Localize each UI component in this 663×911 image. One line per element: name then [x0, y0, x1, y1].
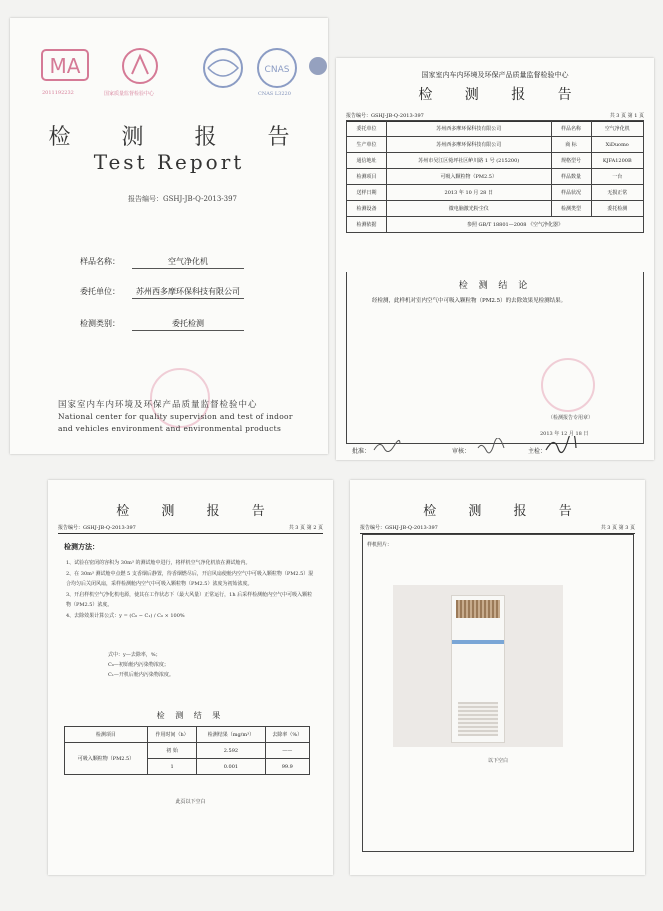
table-cell: 99.9	[265, 759, 309, 775]
sample-info-table	[346, 120, 644, 233]
table-cell: KJFA1200B	[591, 153, 643, 169]
cover-page	[10, 18, 328, 454]
table-cell: 苏州西多摩环保科技有限公司	[387, 121, 552, 137]
check-signature-icon	[544, 436, 578, 454]
table-cell: 委托单位	[347, 121, 387, 137]
cover-org-en: National center for quality supervision and test of indoor and vehicles environment and environmental products	[58, 412, 293, 433]
table-header-row	[65, 727, 310, 743]
table-cell: 可吸入颗粒物（PM2.5）	[387, 169, 552, 185]
table-cell: 商 标	[551, 137, 591, 153]
photo-label: 样机照片：	[367, 542, 393, 548]
table-row	[65, 743, 310, 759]
table-cell: 无损正常	[591, 185, 643, 201]
review-signature-icon	[476, 438, 506, 454]
check-label: 主检：	[528, 448, 547, 455]
method-item: 4、去除效果计算公式：y = (C₀ − C₁) / C₀ × 100%	[66, 613, 185, 619]
table-cell: 1	[147, 759, 196, 775]
table-cell: 空气净化机	[591, 121, 643, 137]
header-org: 国家室内车内环境及环保产品质量监督检验中心	[421, 71, 569, 79]
table-row	[347, 185, 644, 201]
field-label: 样品名称：	[80, 257, 120, 266]
certification-logos	[40, 46, 312, 98]
page-meta	[360, 524, 635, 534]
sample-photo	[393, 585, 563, 747]
table-cell: 一台	[591, 169, 643, 185]
red-stamp-icon	[541, 358, 595, 412]
method-item: 3、开启样机空气净化机电源，使其在工作状态下（最大风量）正常运行，1h 后采样检测舱内空气中可吸入颗粒物（PM2.5）浓度。	[66, 592, 313, 608]
table-cell: 样品名称	[551, 121, 591, 137]
table-cell: 微电脑激光粉尘仪	[387, 201, 552, 217]
table-cell: 样品状况	[551, 185, 591, 201]
table-header: 检测项目	[65, 727, 148, 743]
report-page-2	[48, 480, 333, 875]
top-grille-icon	[456, 600, 500, 618]
page-title: 检 测 报 告	[116, 504, 279, 519]
cover-title-cn: 检 测 报 告	[48, 125, 312, 150]
conclusion-text: 经检测，此样机对室内空气中可吸入颗粒物（PM2.5）的去除效果见检测结果。	[372, 298, 567, 304]
table-row	[347, 121, 644, 137]
cal-caption: 国家质量监督检验中心	[104, 91, 155, 97]
formula-notes	[108, 650, 174, 680]
table-cell: XiDuomo	[591, 137, 643, 153]
table-cell: 检测项目	[347, 169, 387, 185]
blank-note: 此页以下空白	[175, 799, 206, 805]
client-field	[80, 286, 244, 299]
table-cell: ——	[265, 743, 309, 759]
cover-org-cn: 国家室内车内环境及环保产品质量监督检验中心	[58, 400, 258, 410]
formula-note: C₀—初始舱内污染物浓度；	[108, 662, 169, 668]
method-item: 1、试验在密闭的容积为 30m³ 的测试舱中进行，将样机空气净化机放在测试舱内。	[66, 560, 251, 566]
table-cell: 0.001	[197, 759, 265, 775]
table-cell: 规格型号	[551, 153, 591, 169]
seal-note: （检测报告专用章）	[548, 415, 594, 421]
test-type-field	[80, 318, 244, 331]
table-cell: 委托检测	[591, 201, 643, 217]
table-cell: 通信地址	[347, 153, 387, 169]
report-page-1	[336, 58, 654, 460]
table-cell: 样品数量	[551, 169, 591, 185]
page-meta	[58, 524, 323, 534]
method-list	[66, 558, 316, 622]
field-value: 空气净化机	[132, 256, 244, 269]
cover-report-number: 报告编号：GSHJ-JB-Q-2013-397	[128, 195, 238, 203]
svg-text:MA: MA	[49, 54, 81, 78]
bottom-grille-icon	[458, 702, 498, 736]
approve-signature-icon	[372, 438, 402, 454]
page-info: 共 3 页 第 3 页	[600, 525, 635, 531]
table-row	[347, 169, 644, 185]
review-label: 审核：	[452, 448, 471, 455]
cma-logo-icon	[40, 46, 90, 88]
field-label: 委托单位：	[80, 287, 120, 296]
field-value: 苏州西多摩环保科技有限公司	[132, 286, 244, 299]
table-cell: 检测依据	[347, 217, 387, 233]
table-cell: 检测类型	[551, 201, 591, 217]
report-number: 报告编号：GSHJ-JB-Q-2013-397	[58, 525, 136, 531]
ilac-logo-icon	[198, 46, 248, 90]
cnas-number: CNAS L3220	[258, 91, 291, 97]
cover-title-en: Test Report	[93, 150, 245, 174]
page-title: 检 测 报 告	[418, 87, 586, 103]
hologram-seal-icon	[308, 56, 328, 76]
results-table	[64, 726, 310, 775]
table-row	[347, 153, 644, 169]
air-purifier-image	[451, 595, 505, 743]
field-label: 检测类别：	[80, 319, 120, 328]
formula-note: 式中：y—去除率，%；	[108, 652, 161, 658]
table-cell: 送样日期	[347, 185, 387, 201]
table-cell: 初 始	[147, 743, 196, 759]
table-cell: 苏州市吴江区菀坪社区鲈川路 1 号 (215200)	[387, 153, 552, 169]
table-cell: 2.592	[197, 743, 265, 759]
table-row	[347, 137, 644, 153]
svg-text:CNAS: CNAS	[264, 65, 290, 75]
table-cell: 参照 GB/T 18801—2008 《空气净化器》	[387, 217, 644, 233]
table-cell: 可吸入颗粒物（PM2.5）	[65, 743, 148, 775]
photo-caption: 以下空白	[487, 758, 508, 764]
results-title: 检 测 结 果	[156, 711, 225, 720]
cal-logo-icon	[118, 46, 162, 86]
report-number: 报告编号：GSHJ-JB-Q-2013-397	[346, 113, 424, 119]
table-cell: 2013 年 10 月 28 日	[387, 185, 552, 201]
cma-number: 2011192232	[42, 90, 74, 96]
method-title: 检测方法：	[64, 542, 99, 551]
table-cell: 生产单位	[347, 137, 387, 153]
table-cell: 检测设备	[347, 201, 387, 217]
page-info: 共 3 页 第 2 页	[288, 525, 323, 531]
blue-stripe	[452, 640, 504, 644]
table-header: 去除率（%）	[265, 727, 309, 743]
table-header: 检测结果（mg/m³）	[197, 727, 265, 743]
sample-name-field	[80, 256, 244, 269]
table-cell: 苏州西多摩环保科技有限公司	[387, 137, 552, 153]
table-row	[347, 217, 644, 233]
report-number: 报告编号：GSHJ-JB-Q-2013-397	[360, 525, 438, 531]
page-title: 检 测 报 告	[423, 504, 586, 519]
photo-box	[362, 534, 634, 852]
method-item: 2、在 30m³ 测试舱中点燃 5 支香烟后静置，待香烟燃尽后，开启风扇使舱内空气中可吸入颗粒物（PM2.5）混合均匀后关闭风扇，采样检测舱内空气中可吸入颗粒物（PM2.5）浓度为初始浓度。	[66, 571, 314, 587]
table-header: 作用时间（h）	[147, 727, 196, 743]
approve-label: 批准：	[352, 448, 371, 455]
page-info: 共 3 页 第 1 页	[609, 113, 644, 119]
report-page-3	[350, 480, 645, 875]
formula-note: C₁—开机后舱内污染物浓度。	[108, 672, 174, 678]
cnas-logo-icon	[252, 46, 302, 90]
conclusion-title: 检 测 结 论	[458, 281, 532, 291]
table-row	[347, 201, 644, 217]
sign-date: 2013 年 12 月 18 日	[540, 431, 589, 437]
field-value: 委托检测	[132, 318, 244, 331]
